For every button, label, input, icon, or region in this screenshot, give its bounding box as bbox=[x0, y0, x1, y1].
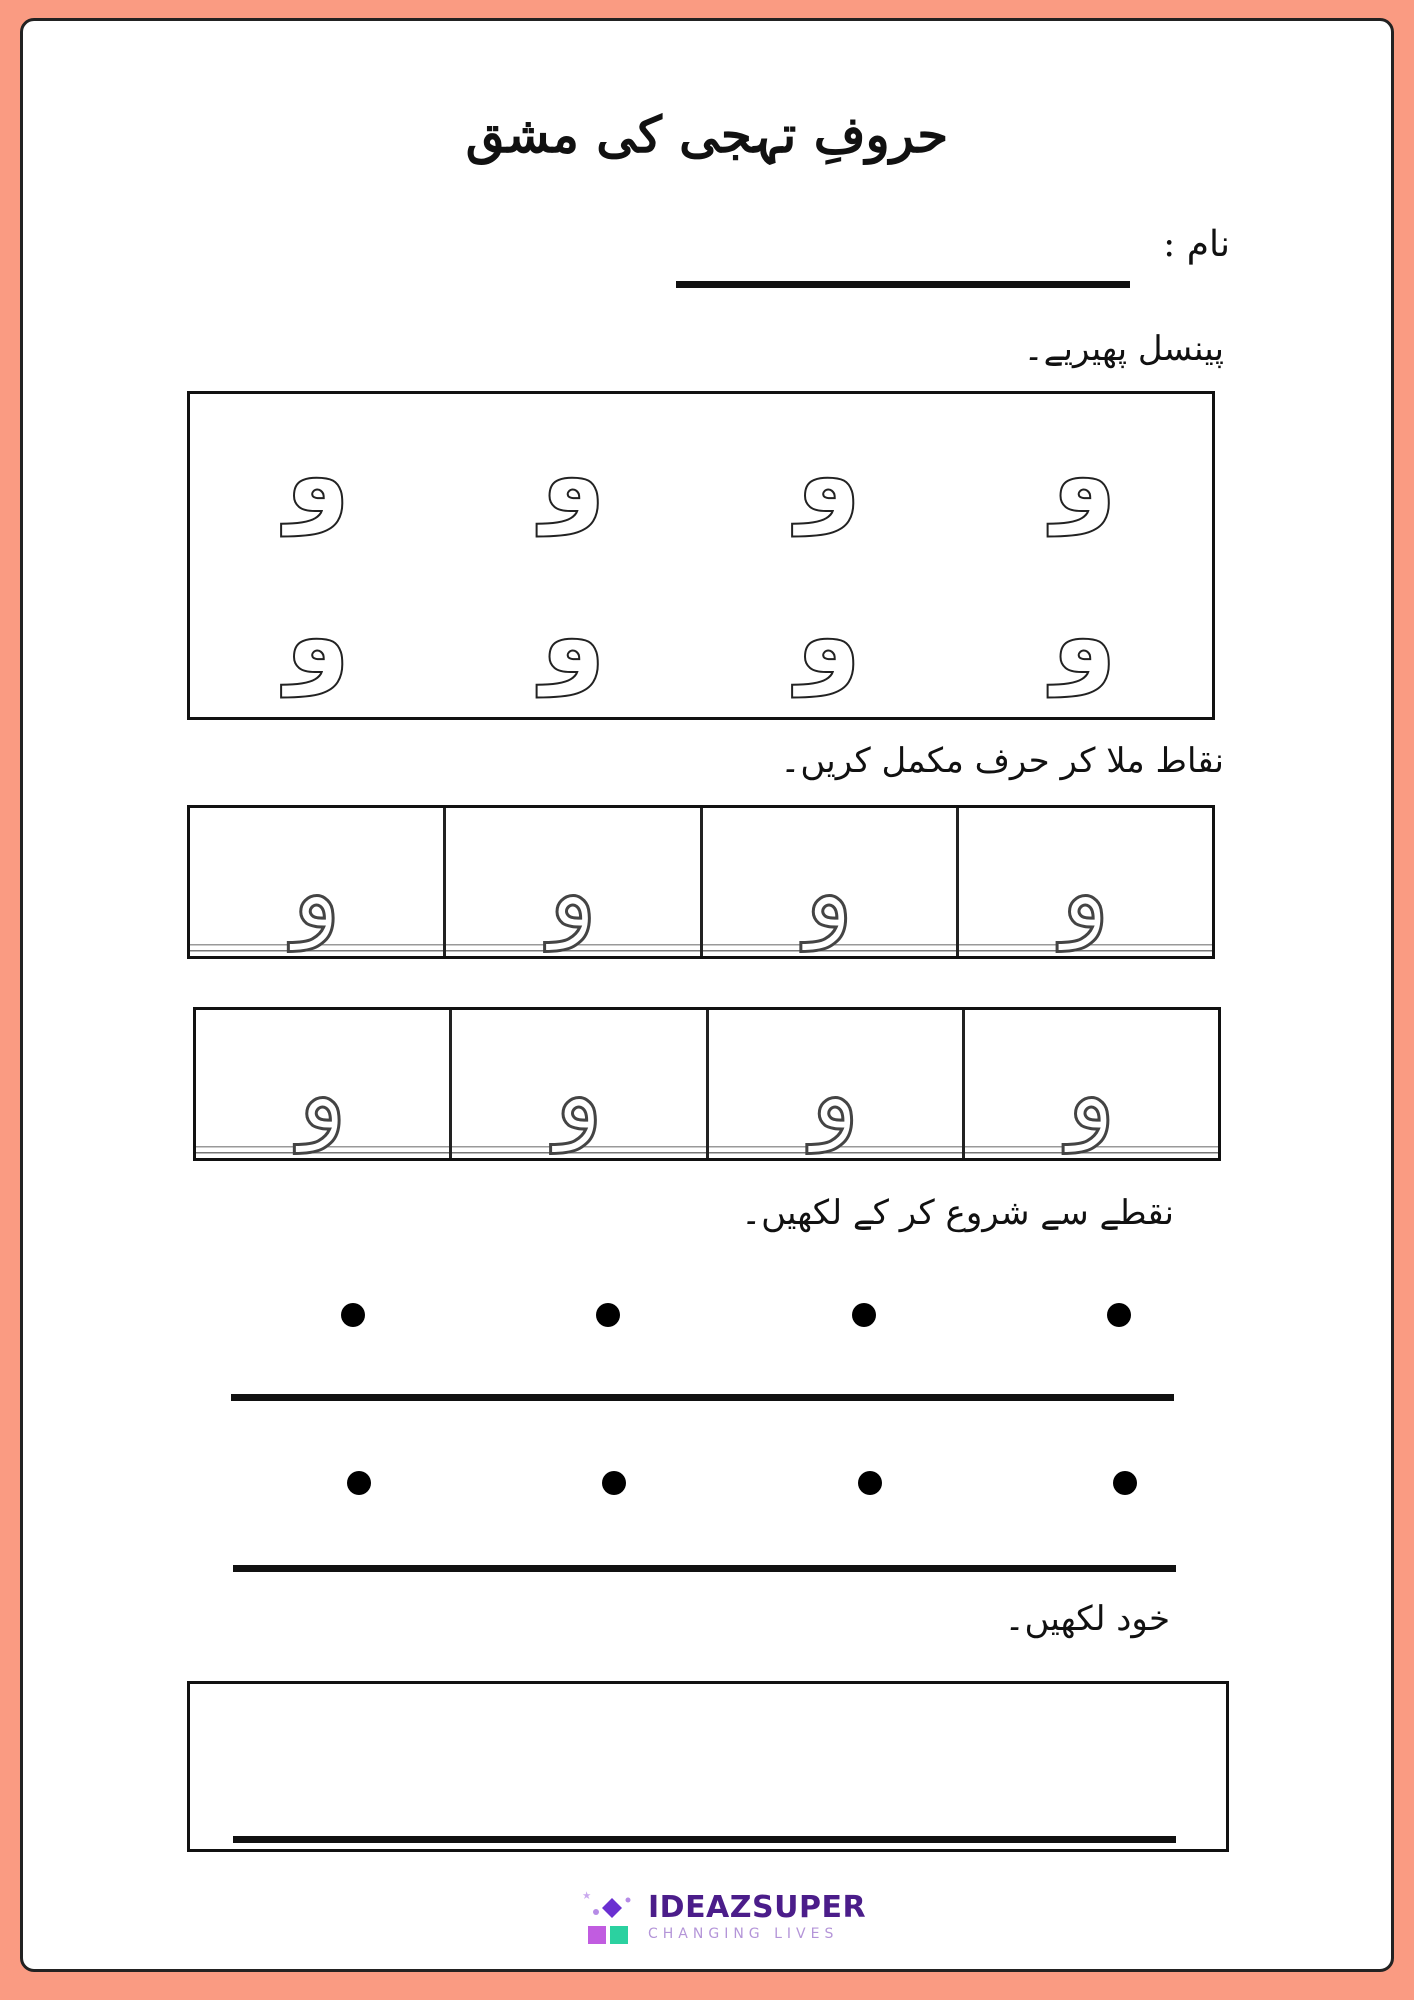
trace-grid bbox=[190, 394, 1212, 717]
dotted-letter-cell[interactable] bbox=[196, 1010, 449, 1158]
start-dot[interactable] bbox=[347, 1471, 371, 1495]
dotted-letter-cell[interactable] bbox=[700, 808, 956, 956]
connect-dots-instruction: نقاط ملا کر حرف مکمل کریں۔ bbox=[780, 741, 1224, 781]
trace-box bbox=[187, 391, 1215, 720]
worksheet-page bbox=[20, 18, 1394, 1972]
start-dot[interactable] bbox=[602, 1471, 626, 1495]
start-dot[interactable] bbox=[858, 1471, 882, 1495]
start-dots-row-1 bbox=[341, 1303, 1131, 1327]
outline-letter[interactable]: و bbox=[796, 575, 862, 698]
logo-tagline: CHANGING LIVES bbox=[648, 1926, 839, 1942]
dotted-letter-row-1 bbox=[187, 805, 1215, 959]
dotted-letter: و bbox=[1067, 1035, 1116, 1153]
dotted-letter: و bbox=[804, 833, 854, 951]
outline-letter[interactable]: و bbox=[285, 413, 351, 536]
start-from-dot-instruction: نقطے سے شروع کر کے لکھیں۔ bbox=[741, 1193, 1174, 1233]
write-yourself-instruction: خود لکھیں۔ bbox=[1004, 1599, 1170, 1639]
outline-letter[interactable]: و bbox=[540, 575, 606, 698]
dotted-letter-cell[interactable] bbox=[962, 1010, 1218, 1158]
name-write-line[interactable] bbox=[676, 281, 1130, 288]
logo-brand-name: IDEAZSUPER bbox=[648, 1890, 867, 1925]
outline-letter[interactable]: و bbox=[285, 575, 351, 698]
dotted-letter-cell[interactable] bbox=[449, 1010, 705, 1158]
dotted-letter: و bbox=[298, 1035, 347, 1153]
dotted-letter-row-2 bbox=[193, 1007, 1221, 1161]
name-label: نام : bbox=[1163, 224, 1230, 265]
start-dot[interactable] bbox=[1113, 1471, 1137, 1495]
worksheet-title: حروفِ تہجی کی مشق bbox=[465, 105, 949, 164]
start-dot[interactable] bbox=[1107, 1303, 1131, 1327]
start-dot[interactable] bbox=[852, 1303, 876, 1327]
free-writing-line[interactable] bbox=[233, 1836, 1176, 1843]
trace-instruction: پینسل پھیریے۔ bbox=[1023, 329, 1224, 369]
start-dot[interactable] bbox=[596, 1303, 620, 1327]
start-dots-row-2 bbox=[347, 1471, 1137, 1495]
dotted-letter-cell[interactable] bbox=[190, 808, 443, 956]
dotted-letter-cell[interactable] bbox=[443, 808, 699, 956]
outline-letter[interactable]: و bbox=[1051, 575, 1117, 698]
dotted-letter: و bbox=[1061, 833, 1110, 951]
outline-letter[interactable]: و bbox=[1051, 413, 1117, 536]
dotted-letter: و bbox=[554, 1035, 604, 1153]
dotted-letter: و bbox=[548, 833, 598, 951]
dotted-letter: و bbox=[810, 1035, 860, 1153]
writing-line-1[interactable] bbox=[231, 1394, 1174, 1401]
dotted-letter: و bbox=[292, 833, 341, 951]
logo-mark-icon bbox=[582, 1890, 642, 1946]
free-writing-box[interactable] bbox=[187, 1681, 1229, 1852]
writing-line-2[interactable] bbox=[233, 1565, 1176, 1572]
dotted-letter-cell[interactable] bbox=[956, 808, 1212, 956]
start-dot[interactable] bbox=[341, 1303, 365, 1327]
brand-logo bbox=[582, 1890, 872, 1950]
outline-letter[interactable]: و bbox=[796, 413, 862, 536]
dotted-letter-cell[interactable] bbox=[706, 1010, 962, 1158]
outline-letter[interactable]: و bbox=[540, 413, 606, 536]
